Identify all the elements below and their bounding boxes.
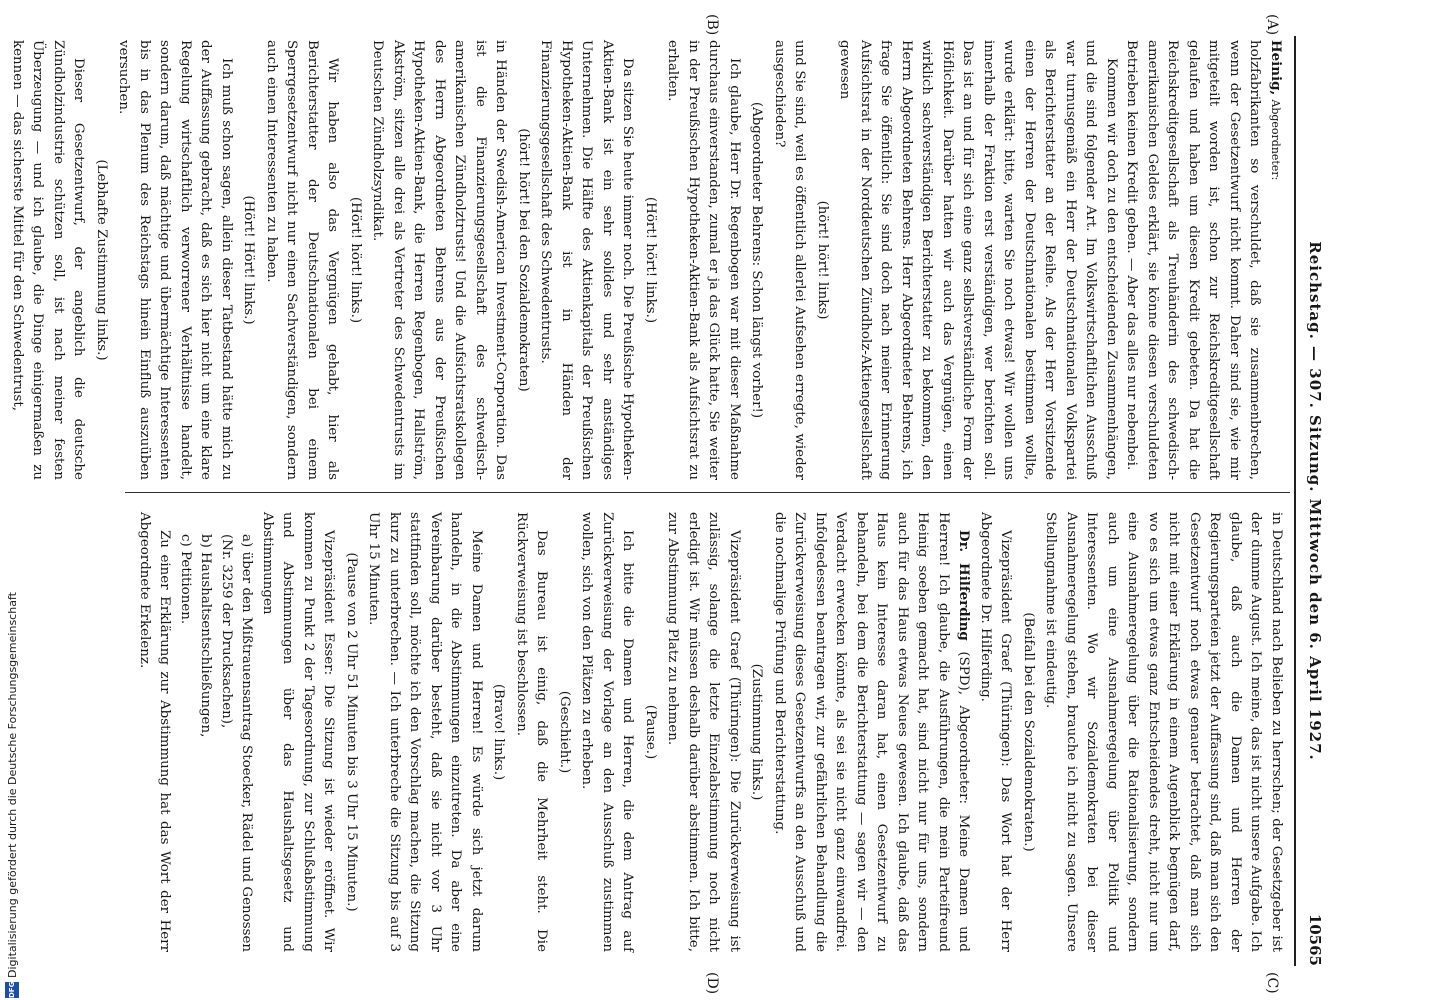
paragraph: Dieser Gesetzentwurf, der angeblich die deutsche Zündholzindustrie schützen soll, ist nach meiner festen Überzeugung — und ich glaube, die Dinge einigermaßen zu kennen — das sicherste Mittel für den Schwedentrust, bbox=[10, 40, 87, 480]
speaker-name: Heinig, bbox=[1268, 40, 1284, 96]
margin-mark-b: (B) bbox=[704, 14, 720, 36]
paragraph: Meine Damen und Herren! Es würde sich jetzt darum handeln, in die Abstimmungen einzutreten. Da aber eine Vereinbarung darüber besteht, daß sie nicht vor 3 Uhr stattfinden soll, möchte ich den Vorschlag machen, die Sitzung kurz zu unterbrechen. — Ich unterbreche die Sitzung bis auf 3 Uhr 15 Minuten. bbox=[366, 512, 484, 952]
paragraph: Ich muß schon sagen, allein dieser Tatbestand hätte mich zu der Auffassung gebracht, daß es sich hier nicht um eine klare Regelung wirtschaftlich verworrener Verhältnisse handelt, sondern darum, daß mächtige und übermächtige Interessenten bis in das Plenum des Reichstags hinein Einfluß auszuüben versuchen. bbox=[116, 40, 234, 480]
interjection: (Zustimmung links.) bbox=[749, 663, 765, 801]
paragraph: holzfabrikanten so verschuldet, daß sie zusammenbrechen, wenn der Gesetzentwurf nicht kommt. Daher sind sie, wie mir mitgeteilt worden ist, schon zur Reichskreditgesellschaft gelaufen und haben um diesen Kredit gebeten. Da hat die Reichskreditgesellschaft als Treuhänderin des schwedisch-amerikanischen Geldes erklärt, sie könne diesen verschuldeten Betrieben keinen Kredit geben. — Aber das alles nur nebenbei. bbox=[1124, 40, 1263, 480]
paragraph: und Sie sind, weil es öffentlich allerlei Aufsehen erregte, wieder ausgeschieden? bbox=[772, 40, 808, 480]
speech-text: (SPD), Abgeordneter: Meine Damen und Herren! Ich glaube, die Ausführungen, die mein Parteifreund Heinig soeben gemacht hat, sind nicht nur für uns, sondern auch für das Haus etwas Neues gewesen. Ich glaube, daß das Haus kein Interesse daran hat, einen Gesetzentwurf zu behandeln, bei dem die Berichterstattung — sagen wir — den Verdacht erwecken könnte, als sei sie nicht ganz einwandfrei. Infolgedessen beantragen wir, zur gefährlichen Behandlung die Zurückverweisung dieses Gesetzentwurfs an den Ausschuß und die nochmalige Prüfung und Berichterstattung. bbox=[772, 512, 972, 952]
paragraph: Vizepräsident Graef (Thüringen): Das Wort hat der Herr Abgeordnete Dr. Hilferding. bbox=[978, 512, 1014, 952]
interjection: (Pause.) bbox=[643, 704, 658, 760]
paragraph: Kommen wir doch zu den entscheidenden Zusammenhängen, und die sind folgender Art. Im Volkswirtschaftlichen Ausschuß war turnusgemäß ein Herr der Deutschnationalen Volkspartei als Berichterstatter an der Reihe. Als der Herr Vorsitzende einen der Herren der Deutschnationalen bestimmen wollte, wurde erklärt: bitte, warten Sie noch etwas! Wir wollen uns innerhalb der Fraktion erst verständigen, wer berichten soll. Das ist an und für sich eine ganz selbstverständliche Form der Höflichkeit. Darüber hatten wir auch das Vergnügen, einen wirklich sachverständigen Berichterstatter zu bekommen, den Herrn Abgeordneten Behrens. Herr Abgeordneter Behrens, ich frage Sie öffentlich: Sie sind doch nach meiner Erinnerung Aufsichtsrat in der Norddeutschen Zündholz-Aktiengesellschaft gewesen bbox=[837, 40, 1119, 480]
interjection: (Geschieht.) bbox=[557, 690, 572, 774]
paragraph: Vizepräsident Esser: Die Sitzung ist wieder eröffnet. Wir kommen zu Punkt 2 der Tagesordnung, zur Schlußabstimmung und Abstimmungen über das Haushaltsgesetz und Abstimmungen bbox=[260, 512, 337, 952]
left-column bbox=[7, 40, 1287, 480]
paragraph: in Händen der Swedish-American Investment-Corporation. Das ist die Finanzierungsgesellschaft des schwedisch-amerikanischen Zündholztrusts! Und die Aufsichtsratskollegen des Herrn Abgeordneten Behrens aus der Preußischen Hypotheken-Aktien-Bank, die Herren Regenbogen, Hallström, Akström, sitzen alle drei als Vertreter des Schwedentrusts im Deutschen Zündholzsyndikat. bbox=[370, 40, 509, 480]
digitization-note: Digitalisierung gefördert durch die Deutsche Forschungsgemeinschaft bbox=[6, 592, 19, 978]
page-header bbox=[1302, 36, 1324, 966]
digitization-footer bbox=[2, 0, 24, 1000]
interjection: (Hört! hört! links.) bbox=[348, 196, 363, 324]
header-title: Reichstag. — 307. Sitzung. Mittwoch den 6. April 1927. bbox=[1306, 241, 1324, 761]
margin-mark-c: (C) bbox=[1264, 972, 1280, 994]
interjection: (Abgeordneter Behrens: Schon längst vorher!) bbox=[749, 101, 765, 419]
paragraph: Ich glaube, Herr Dr. Regenbogen war mit dieser Maßnahme durchaus einverstanden, zumal er ja das Glück hatte, Sie weiter in der Preußischen Hypotheken-Aktien-Bank als Aufsichtsrat zu erhalten. bbox=[665, 40, 742, 480]
interjection: (Pause von 2 Uhr 51 Minuten bis 3 Uhr 15 Minuten.) bbox=[344, 552, 359, 912]
paragraph: Zu einer Erklärung zur Abstimmung hat das Wort der Herr Abgeordnete Erkelenz. bbox=[137, 512, 173, 952]
list-item: a) über den Mißtrauensantrag Stoecker, Rädel und Genossen (Nr. 3259 der Drucksachen), bbox=[219, 534, 255, 952]
paragraph: Vizepräsident Graef (Thüringen): Die Zurückverweisung ist zulässig, solange die letzte Einzelabstimmung noch nicht erledigt ist. Wir müssen deshalb darüber abstimmen. Ich bitte, zur Abstimmung Platz zu nehmen. bbox=[665, 512, 742, 952]
speech-paragraph bbox=[769, 512, 975, 952]
interjection: (hört! hört! bei den Sozialdemokraten) bbox=[516, 128, 531, 392]
interjection: (Hört! hört! links.) bbox=[643, 196, 658, 324]
column-divider bbox=[125, 492, 1290, 493]
paragraph: in Deutschland nach Belieben zu herrschen; der Gesetzgeber ist der dumme August. Ich meine, das ist nicht unsere Aufgabe. Ich glaube, daß auch die Damen und Herren der Regierungsparteien jetzt der Auffassung sind, daß man sich den Gesetzentwurf noch etwas genauer betrachtet, daß man sich nicht mit einer Erklärung in einem Augenblick begnügen darf, wo es sich um etwas ganz Entscheidendes dreht, nicht nur um eine Ausnahmeregelung über die Rationalisierung, sondern auch um eine Ausnahmeregelung über Politik und Interessenten. Wo wir Sozialdemokraten bei dieser Ausnahmeregelung stehen, brauche ich nicht zu sagen. Unsere Stellungnahme ist eindeutig. bbox=[1043, 512, 1284, 952]
paragraph: Wir haben also das Vergnügen gehabt, hier als Berichterstatter der Deutschnationalen bei einem Sperrgesetzentwurf nicht nur einen Sachverständigen, sondern auch einen Interessenten zu haben. bbox=[264, 40, 341, 480]
list-item: b) Haushaltsentschließungen, bbox=[198, 534, 214, 738]
margin-mark-d: (D) bbox=[704, 972, 720, 995]
speaker-name: Dr. Hilferding bbox=[956, 530, 973, 641]
right-column bbox=[134, 512, 1287, 952]
paragraph: Ich bitte die Damen und Herren, die dem Antrag auf Zurückverweisung der Vorlage an den Ausschuß zustimmen wollen, sich von den Plätzen zu erheben. bbox=[579, 512, 636, 952]
paragraph: Das Bureau ist einig, daß die Mehrheit steht. Die Rückverweisung ist beschlossen. bbox=[514, 512, 550, 952]
list-item: c) Petitionen. bbox=[178, 534, 193, 625]
margin-mark-a: (A) bbox=[1264, 14, 1280, 36]
header-rule bbox=[1294, 36, 1296, 966]
interjection: (hört! hört! links) bbox=[815, 200, 830, 320]
interjection: (Lebhafte Zustimmung links.) bbox=[94, 159, 109, 361]
interjection: (Bravo! links.) bbox=[491, 683, 507, 781]
interjection: (Beifall bei den Sozialdemokraten.) bbox=[1021, 612, 1036, 852]
dfg-logo-icon: DFG bbox=[5, 982, 19, 998]
paragraph: Da sitzen Sie heute immer noch. Die Preußische Hypotheken-Aktien-Bank ist ein sehr solides und sehr anständiges Unternehmen. Die Hälfte des Aktienkapitals der Preußischen Hypotheken-Aktien-Bank ist in Händen der Finanzierungsgesellschaft des Schwedentrusts. bbox=[538, 40, 636, 480]
interjection: (Hört! Hört! links.) bbox=[241, 195, 257, 325]
speaker-role: Abgeordneter: bbox=[1269, 99, 1282, 181]
page-number: 10565 bbox=[1306, 913, 1324, 966]
speaker-line bbox=[1265, 40, 1287, 480]
